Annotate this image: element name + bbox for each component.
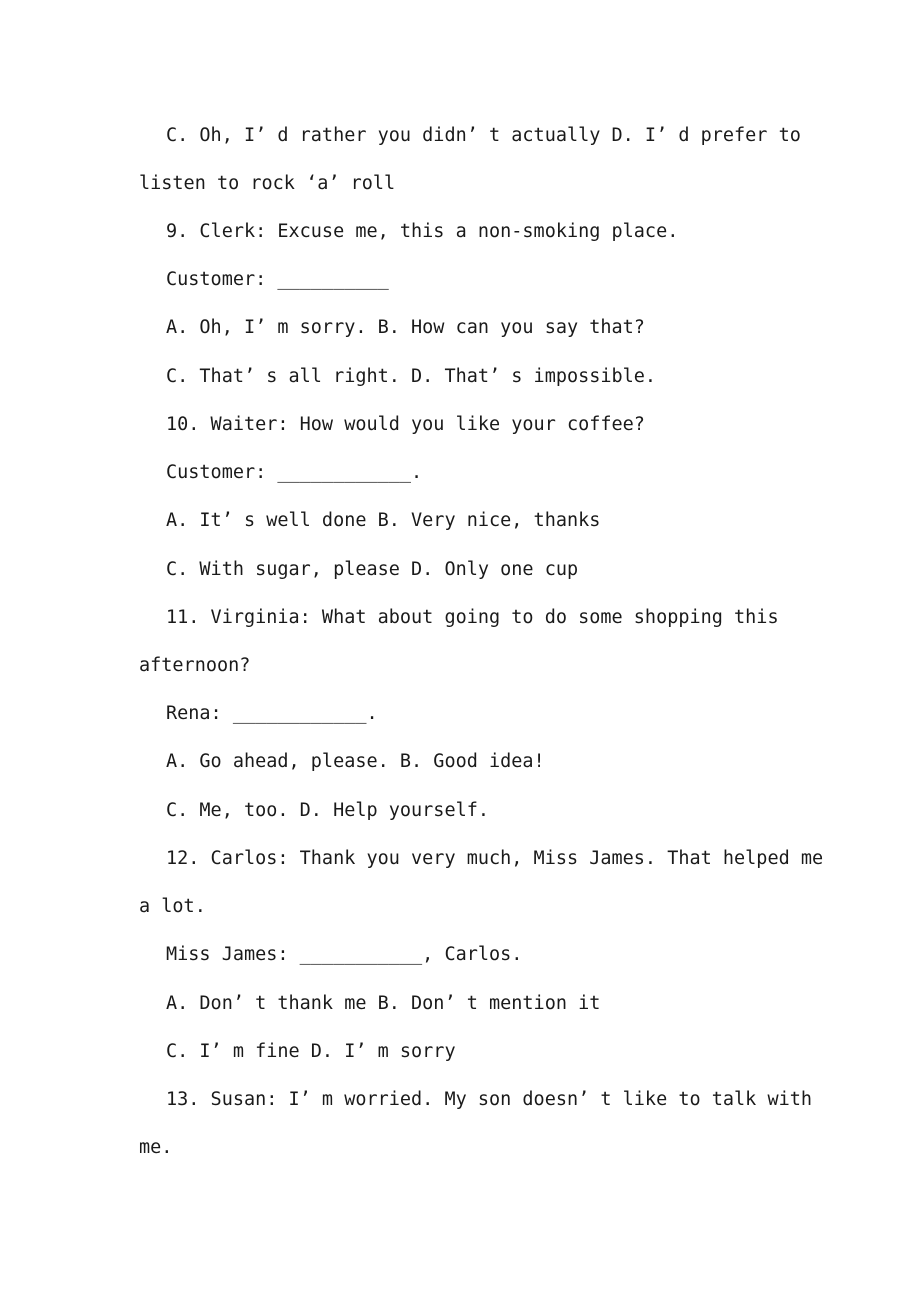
q12-options-a-b: A. Don’ t thank me B. Don’ t mention it: [166, 993, 601, 1014]
q9-prompt: 9. Clerk: Excuse me, this a non-smoking place.: [166, 221, 679, 242]
q12-prompt: 12. Carlos: Thank you very much, Miss James. That helped me: [166, 848, 824, 869]
q11-prompt: 11. Virginia: What about going to do some shopping this: [166, 607, 779, 628]
q10-prompt: 10. Waiter: How would you like your coffee?: [166, 414, 645, 435]
q11-prompt-continuation: afternoon?: [139, 655, 251, 676]
q8-option-c-d-line: C. Oh, I’ d rather you didn’ t actually D. I’ d prefer to: [166, 125, 801, 146]
q9-response-blank: Customer: __________: [166, 269, 389, 290]
q10-response-blank: Customer: ____________.: [166, 462, 423, 483]
q8-option-d-continuation: listen to rock ‘a’ roll: [139, 173, 396, 194]
q9-options-a-b: A. Oh, I’ m sorry. B. How can you say that?: [166, 317, 645, 338]
q12-response-blank: Miss James: ___________, Carlos.: [166, 944, 523, 965]
q10-options-a-b: A. It’ s well done B. Very nice, thanks: [166, 510, 601, 531]
q11-options-a-b: A. Go ahead, please. B. Good idea!: [166, 751, 545, 772]
q13-prompt-continuation: me.: [139, 1137, 173, 1158]
q11-options-c-d: C. Me, too. D. Help yourself.: [166, 800, 490, 821]
q11-response-blank: Rena: ____________.: [166, 703, 378, 724]
q9-options-c-d: C. That’ s all right. D. That’ s impossible.: [166, 366, 657, 387]
q10-options-c-d: C. With sugar, please D. Only one cup: [166, 559, 579, 580]
q13-prompt: 13. Susan: I’ m worried. My son doesn’ t like to talk with: [166, 1089, 813, 1110]
q12-options-c-d: C. I’ m fine D. I’ m sorry: [166, 1041, 456, 1062]
q12-prompt-continuation: a lot.: [139, 896, 206, 917]
